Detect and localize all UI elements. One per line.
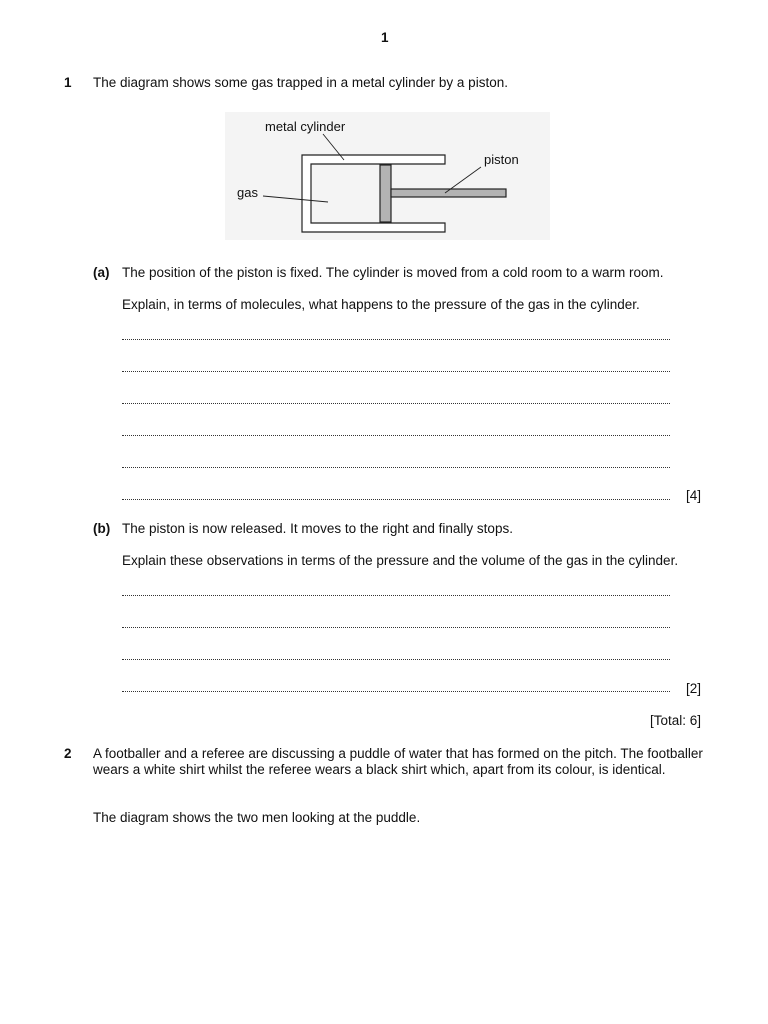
part-b-text: The piston is now released. It moves to the right and finally stops. [122, 521, 513, 536]
question-2-intro: A footballer and a referee are discussing a puddle of water that has formed on the pitch. The footballer wears a white shirt whilst the referee wears a black shirt which, apart from its colour, is identical. [93, 746, 703, 777]
question-1-number: 1 [64, 75, 72, 90]
question-1-intro: The diagram shows some gas trapped in a metal cylinder by a piston. [93, 75, 508, 90]
part-b-label: (b) [93, 521, 111, 536]
answer-line[interactable] [122, 369, 670, 372]
part-a-text: The position of the piston is fixed. The cylinder is moved from a cold room to a warm room. [122, 265, 664, 280]
answer-line[interactable] [122, 337, 670, 340]
answer-line[interactable] [122, 593, 670, 596]
part-b-prompt: Explain these observations in terms of the pressure and the volume of the gas in the cylinder. [122, 553, 679, 568]
question-1-total: [Total: 6] [650, 713, 702, 728]
piston-label: piston [484, 152, 519, 167]
answer-line[interactable] [122, 497, 670, 500]
gas-label: gas [237, 185, 258, 200]
part-a-prompt: Explain, in terms of molecules, what happens to the pressure of the gas in the cylinder. [122, 297, 640, 312]
answer-line[interactable] [122, 465, 670, 468]
answer-line[interactable] [122, 433, 670, 436]
question-2-number: 2 [64, 746, 72, 761]
answer-line[interactable] [122, 689, 670, 692]
answer-line[interactable] [122, 625, 670, 628]
cylinder-label: metal cylinder [265, 119, 346, 134]
question-2-prompt: The diagram shows the two men looking at the puddle. [93, 810, 421, 825]
part-b-marks: [2] [686, 681, 702, 696]
answer-line[interactable] [122, 401, 670, 404]
part-a-label: (a) [93, 265, 110, 280]
part-a-marks: [4] [686, 488, 702, 503]
gas-cylinder-diagram [225, 112, 550, 240]
piston-head [380, 165, 391, 222]
page-number: 1 [381, 30, 389, 45]
answer-line[interactable] [122, 657, 670, 660]
